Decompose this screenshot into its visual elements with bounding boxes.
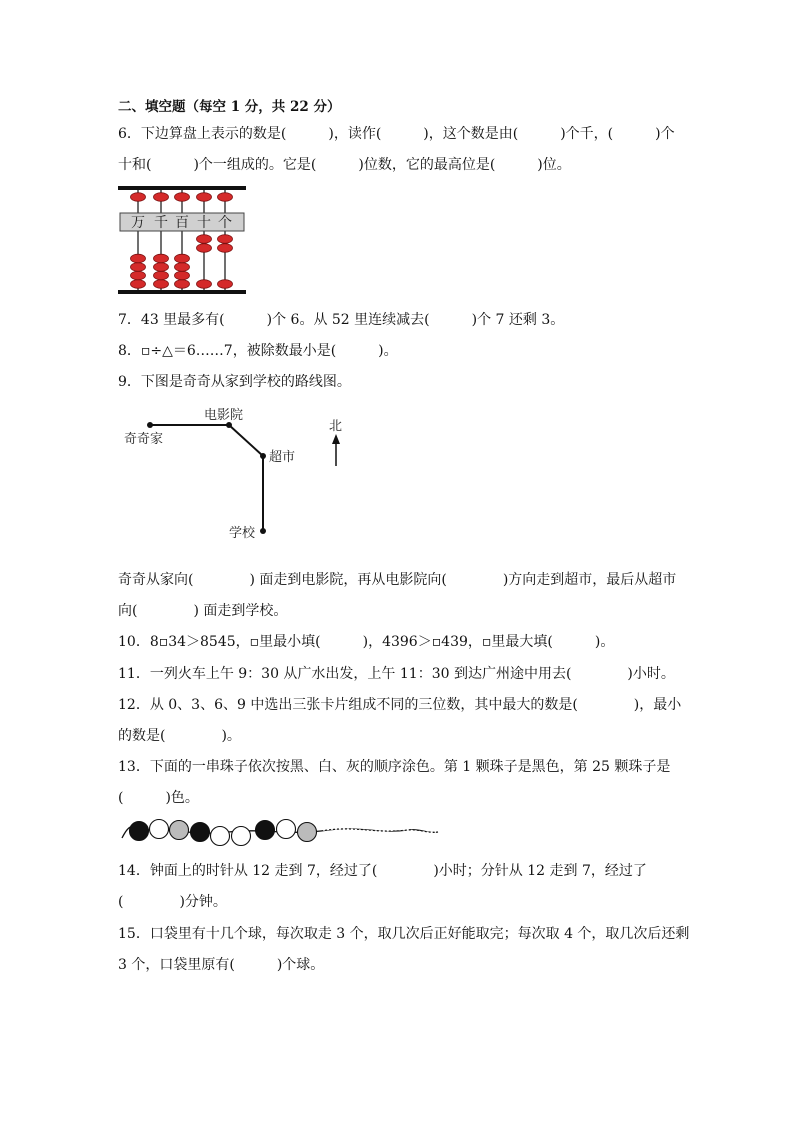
question-9: 9．下图是奇奇从家到学校的路线图。 xyxy=(118,374,351,390)
question-12-line-2: 的数是( )。 xyxy=(118,728,241,744)
question-14-line-2: ( )分钟。 xyxy=(118,894,227,910)
abacus-upper-bead xyxy=(197,193,212,202)
question-15-line-2: 3 个，口袋里原有( )个球。 xyxy=(118,957,325,973)
abacus-lower-bead xyxy=(218,235,233,244)
abacus-place-label: 十 xyxy=(197,215,211,231)
question-9-line-2: 奇奇从家向( ) 面走到电影院，再从电影院向( )方向走到超市，最后从超市 xyxy=(118,572,677,588)
bead-white xyxy=(277,820,296,839)
abacus-upper-bead xyxy=(154,193,169,202)
market-label: 超市 xyxy=(269,450,296,465)
home-point xyxy=(147,422,153,428)
question-7: 7．43 里最多有( )个 6。从 52 里连续减去( )个 7 还剩 3。 xyxy=(118,312,565,328)
bead-black xyxy=(191,823,210,842)
section-title: 二、填空题（每空 1 分，共 22 分） xyxy=(118,99,341,115)
abacus-lower-bead xyxy=(197,235,212,244)
bead-black xyxy=(130,822,149,841)
bead-gray xyxy=(298,823,317,842)
north-arrowhead-icon xyxy=(332,434,340,444)
abacus-place-label: 千 xyxy=(154,215,168,231)
abacus-lower-bead xyxy=(131,280,146,289)
abacus-place-label: 个 xyxy=(218,215,232,231)
abacus-upper-bead xyxy=(175,193,190,202)
abacus-place-label: 百 xyxy=(175,215,189,231)
abacus-figure xyxy=(118,182,250,298)
abacus-lower-bead xyxy=(175,271,190,280)
north-label: 北 xyxy=(329,419,343,434)
bead-gray xyxy=(170,821,189,840)
question-8: 8．▫÷△＝6……7，被除数最小是( )。 xyxy=(118,343,398,359)
school-label: 学校 xyxy=(229,526,256,541)
question-13-line-1: 13．下面的一串珠子依次按黑、白、灰的顺序涂色。第 1 颗珠子是黑色，第 25 颗珠子是 xyxy=(118,759,671,775)
question-14-line-1: 14．钟面上的时针从 12 走到 7，经过了( )小时；分针从 12 走到 7，经过了 xyxy=(118,863,647,879)
abacus-upper-bead xyxy=(131,193,146,202)
abacus-lower-bead xyxy=(131,263,146,272)
abacus-bottom-bar xyxy=(118,290,246,294)
abacus-lower-bead xyxy=(218,244,233,253)
market-point xyxy=(260,453,266,459)
bead-string-figure xyxy=(118,812,440,852)
cinema-label: 电影院 xyxy=(204,408,244,423)
abacus-lower-bead xyxy=(154,254,169,263)
abacus-lower-bead xyxy=(175,263,190,272)
school-point xyxy=(260,528,266,534)
bead-black xyxy=(256,821,275,840)
abacus-lower-bead xyxy=(154,271,169,280)
abacus-lower-bead xyxy=(154,263,169,272)
abacus-top-bar xyxy=(118,186,246,190)
question-11: 11．一列火车上午 9：30 从广水出发，上午 11：30 到达广州途中用去( )小时。 xyxy=(118,666,675,682)
question-15-line-1: 15．口袋里有十几个球，每次取走 3 个，取几次后正好能取完；每次取 4 个，取几次后还剩 xyxy=(118,926,690,942)
route-map xyxy=(118,400,368,550)
abacus-lower-bead xyxy=(131,254,146,263)
abacus-lower-bead xyxy=(218,280,233,289)
abacus-lower-bead xyxy=(175,280,190,289)
abacus-upper-bead xyxy=(218,193,233,202)
question-9-line-3: 向( ) 面走到学校。 xyxy=(118,603,288,619)
home-label: 奇奇家 xyxy=(124,432,164,447)
abacus-lower-bead xyxy=(197,244,212,253)
abacus-lower-bead xyxy=(197,280,212,289)
abacus-beads xyxy=(118,186,246,294)
bead-white xyxy=(232,827,251,846)
question-12-line-1: 12．从 0、3、6、9 中选出三张卡片组成不同的三位数，其中最大的数是( )，最小 xyxy=(118,697,682,713)
bead-white xyxy=(150,820,169,839)
abacus-place-label: 万 xyxy=(131,215,145,231)
beads-group xyxy=(130,820,317,846)
route-line xyxy=(150,425,263,531)
question-6-line-2: 十和( )个一组成的。它是( )位数，它的最高位是( )位。 xyxy=(118,157,571,173)
abacus-lower-bead xyxy=(175,254,190,263)
bead-white xyxy=(211,827,230,846)
question-10: 10．8▫34＞8545，▫里最小填( )，4396＞▫439，▫里最大填( )。 xyxy=(118,634,615,650)
question-6-line-1: 6．下边算盘上表示的数是( )，读作( )，这个数是由( )个千，( )个 xyxy=(118,126,675,142)
abacus-lower-bead xyxy=(154,280,169,289)
question-13-line-2: ( )色。 xyxy=(118,790,199,806)
abacus-lower-bead xyxy=(131,271,146,280)
